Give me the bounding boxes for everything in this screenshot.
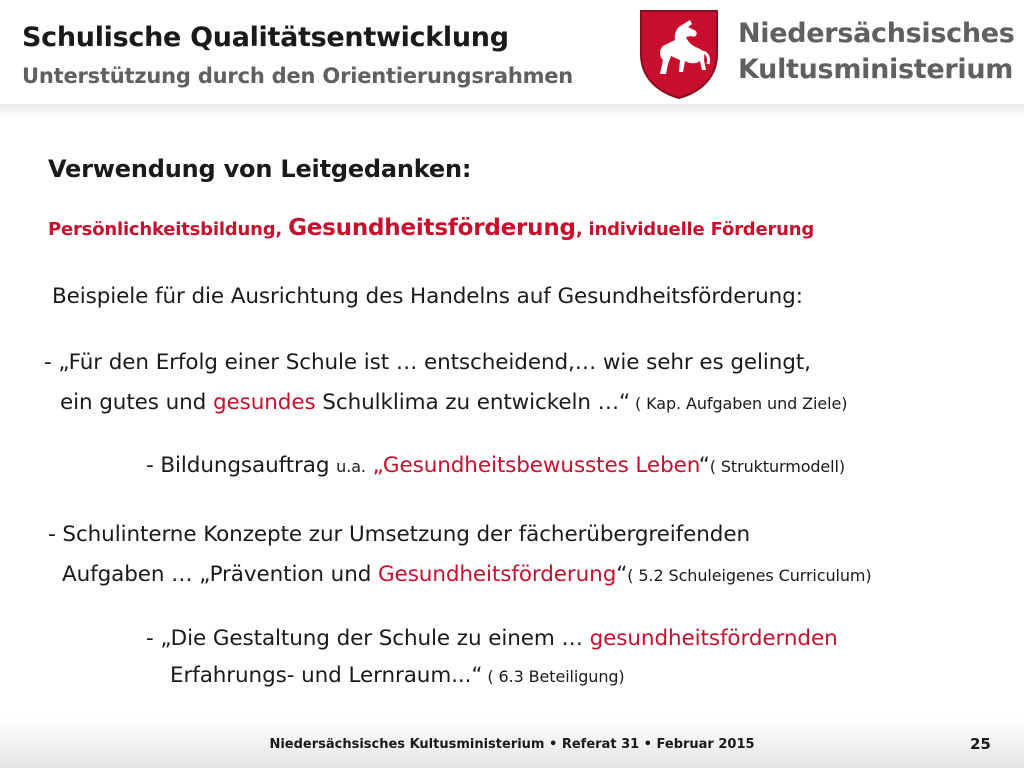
header-divider-band xyxy=(0,104,1024,120)
example-2-line xyxy=(146,453,845,478)
example-2-text-a: - Bildungsauftrag xyxy=(146,453,337,478)
lower-saxony-horse-crest-icon xyxy=(638,8,720,100)
example-1-reference: ( Kap. Aufgaben und Ziele) xyxy=(630,394,848,413)
ministry-name-line-2: Kultusministerium xyxy=(738,54,1014,85)
page-number: 25 xyxy=(970,735,991,753)
footer-text: Niedersächsisches Kultusministerium • Referat 31 • Februar 2015 xyxy=(269,737,755,752)
example-1-highlight: gesundes xyxy=(212,390,316,415)
example-3-line-2 xyxy=(62,562,872,587)
slide-title: Schulische Qualitätsentwicklung xyxy=(22,22,509,53)
example-4-highlight: gesundheitsfördernden xyxy=(589,626,838,651)
section-heading: Verwendung von Leitgedanken: xyxy=(48,155,472,183)
example-2-abbrev: u.a. xyxy=(336,457,366,476)
example-2-reference: ( Strukturmodell) xyxy=(709,457,846,476)
example-1-text-c: Schulklima zu entwickeln …“ xyxy=(315,390,631,415)
example-3-line-1: - Schulinterne Konzepte zur Umsetzung der fächerübergreifenden xyxy=(48,522,751,547)
example-4-reference: ( 6.3 Beteiligung) xyxy=(482,667,625,686)
example-4-text-b: Erfahrungs- und Lernraum...“ xyxy=(170,663,483,688)
example-3-quote-close: “ xyxy=(616,562,628,587)
intro-text: Beispiele für die Ausrichtung des Handelns auf Gesundheitsförderung: xyxy=(52,284,803,309)
guiding-principles xyxy=(48,215,814,241)
example-4-line-1 xyxy=(146,626,838,651)
example-2-highlight: Gesundheitsbewusstes Leben xyxy=(382,453,699,478)
guiding-principle-2: Gesundheitsförderung xyxy=(288,215,576,241)
ministry-logo-text xyxy=(738,16,1015,88)
example-3-reference: ( 5.2 Schuleigenes Curriculum) xyxy=(627,566,872,585)
example-4-line-2 xyxy=(170,663,625,688)
example-2-quote-open: „ xyxy=(365,453,383,478)
slide-subtitle: Unterstützung durch den Orientierungsrahmen xyxy=(22,64,574,88)
example-4-text-a: - „Die Gestaltung der Schule zu einem … xyxy=(146,626,590,651)
example-1-text-a: ein gutes und xyxy=(60,390,213,415)
example-1-line-1: - „Für den Erfolg einer Schule ist … entscheidend,… wie sehr es gelingt, xyxy=(44,350,811,375)
guiding-principle-3: , individuelle Förderung xyxy=(575,219,815,240)
example-2-quote-close: “ xyxy=(698,453,710,478)
example-1-line-2 xyxy=(60,390,847,415)
example-3-text-a: Aufgaben … „Prävention und xyxy=(62,562,378,587)
ministry-name-line-1: Niedersächsisches xyxy=(738,18,1015,49)
guiding-principle-1: Persönlichkeitsbildung, xyxy=(48,219,289,240)
example-3-highlight: Gesundheitsförderung xyxy=(378,562,617,587)
